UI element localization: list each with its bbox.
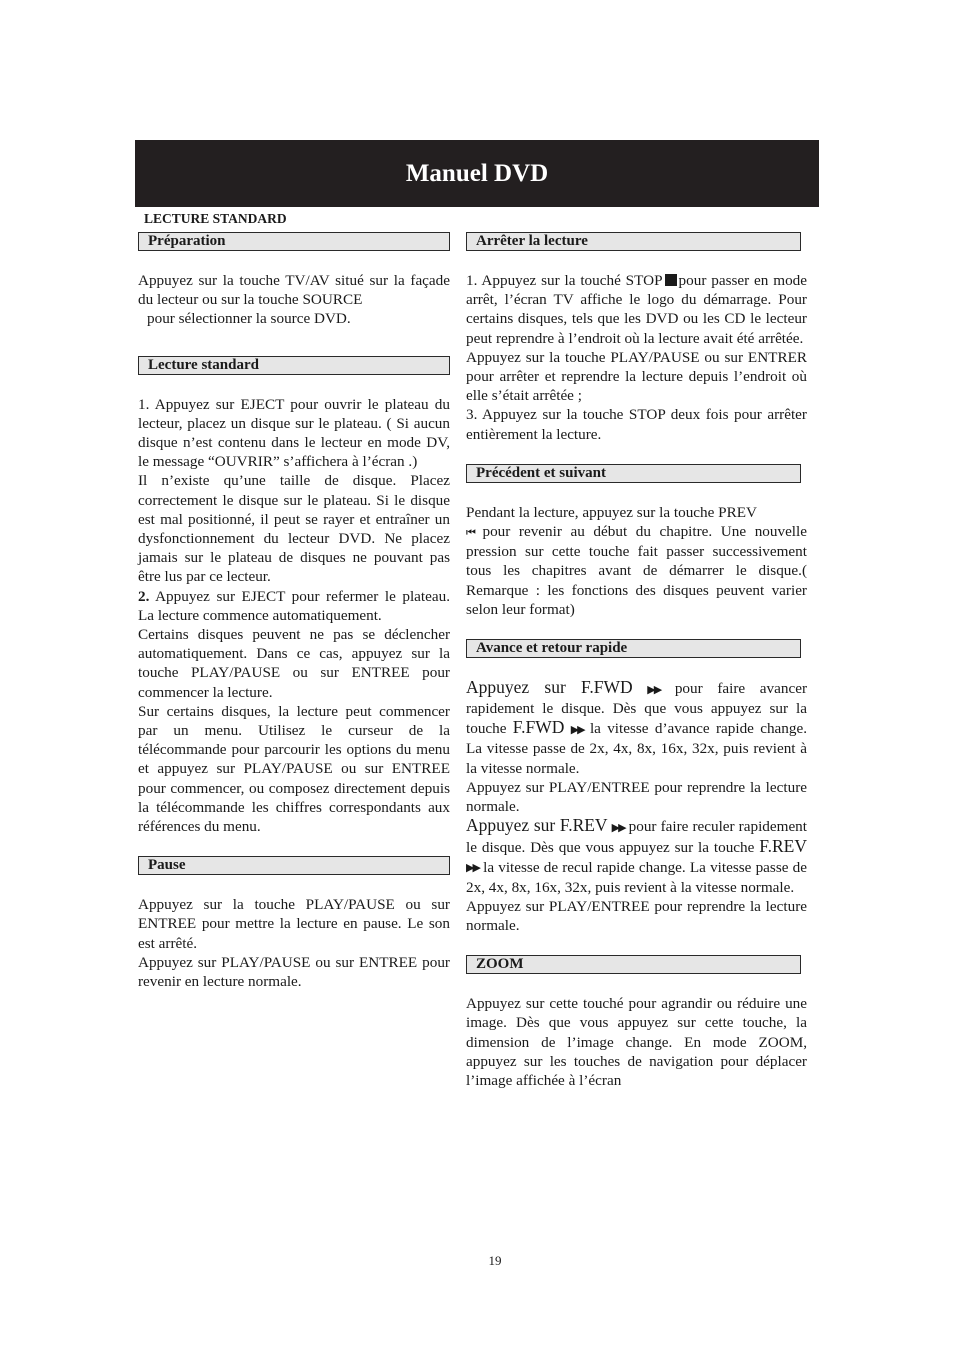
- heading-fast-forward-rewind: Avance et retour rapide: [466, 639, 801, 658]
- stop-p1-b: pour passer en mode arrêt, l’écran TV affiche le logo du démarrage. Pour certains disques, tels que les DVD ou les CD le lecteur peut reprendre à l’endroit où la lecture avait été arrêtée.: [466, 272, 807, 347]
- fast-forward-icon: ▶▶: [647, 682, 661, 696]
- prevnext-p1: [466, 503, 807, 619]
- section-subhead: LECTURE STANDARD: [144, 211, 287, 226]
- rev-c: la vitesse de recul rapide change. La vitesse passe de 2x, 4x, 8x, 16x, 32x, puis revient à la vitesse normale.: [466, 858, 807, 896]
- heading-preparation: Préparation: [138, 232, 450, 251]
- fwd-b: pour faire avancer rapidement le disque. Dès que vous appuyez sur la touche: [466, 679, 807, 738]
- fwd-text: [466, 678, 807, 778]
- standard-p3-text: Appuyez sur EJECT pour refermer le plateau. La lecture commence automatiquement.: [138, 587, 450, 624]
- stop-square-icon: [665, 274, 677, 286]
- fast-forward-icon: ▶▶: [466, 861, 479, 875]
- page-number: 19: [488, 1253, 502, 1268]
- stop-p1: [466, 271, 807, 348]
- skip-back-icon: ⏮: [466, 525, 474, 539]
- rev-key: F.REV: [759, 836, 807, 857]
- fwd-a: Appuyez sur F.FWD: [466, 676, 633, 697]
- heading-prev-next: Précédent et suivant: [466, 464, 801, 483]
- standard-p3: [138, 587, 450, 625]
- left-column: [138, 232, 450, 991]
- fwd-key: F.FWD: [512, 717, 565, 738]
- fwd-c: la vitesse d’avance rapide change. La vitesse passe de 2x, 4x, 8x, 16x, 32x, puis revient à la vitesse normale.: [466, 720, 808, 777]
- heading-pause: Pause: [138, 856, 450, 875]
- heading-stop: Arrêter la lecture: [466, 232, 801, 251]
- prep-text: [138, 271, 450, 329]
- pause-p1: Appuyez sur la touche PLAY/PAUSE ou sur ENTREE pour mettre la lecture en pause. Le son est arrêté.: [138, 896, 450, 952]
- prevnext-p1-b: pour revenir au début du chapitre. Une nouvelle pression sur cette touche fait passer successivement tous les chapitres avant de démarrer le disque.( Remarque : les fonctions des disques peuvent varier selon leur format): [466, 523, 807, 618]
- standard-p2: Il n’existe qu’une taille de disque. Placez correctement le disque sur le plateau. Si le disque est mal positionné, il peut se rayer et entraîner un dysfonctionnement du lecteur DVD. Ne placez jamais sur le plateau de disques ne pouvant pas être lus par ce lecteur.: [138, 472, 450, 586]
- prep-text-2: pour sélectionner la source DVD.: [147, 310, 351, 328]
- standard-p5: Sur certains disques, la lecture peut commencer par un menu. Utilisez le curseur de la télécommande pour parcourir les options du menu et appuyez sur PLAY/PAUSE ou sur ENTREE pour commencer, ou composez directement depuis la télécommande les chiffres correspondants aux références du menu.: [138, 702, 450, 836]
- rev-a: Appuyez sur F.REV: [466, 815, 608, 836]
- standard-p4: Certains disques peuvent ne pas se déclencher automatiquement. Dans ce cas, appuyez sur la touche PLAY/PAUSE ou sur ENTREE pour commencer la lecture.: [138, 626, 450, 701]
- stop-p1-a: 1. Appuyez sur la touché STOP: [466, 272, 663, 289]
- title-banner: [135, 140, 819, 207]
- rev-b: pour faire reculer rapidement le disque. Dès que vous appuyez sur la touche: [466, 818, 807, 857]
- heading-zoom: ZOOM: [466, 955, 801, 974]
- rev-text: [466, 816, 807, 897]
- standard-p1: 1. Appuyez sur EJECT pour ouvrir le plateau du lecteur, placez un disque sur le plateau. ( Si aucun disque n’est contenu dans le lecteur en mode DV, le message “OUVRIR” s’affichera à l’écran .): [138, 395, 450, 471]
- prevnext-p1-a: Pendant la lecture, appuyez sur la touche PREV: [466, 503, 758, 521]
- fast-forward-icon: ▶▶: [611, 821, 625, 835]
- stop-p2: Appuyez sur la touche PLAY/PAUSE ou sur ENTRER pour arrêter et reprendre la lecture depuis l’endroit où elle s’était arrêtée ;: [466, 348, 807, 405]
- right-column: [466, 232, 807, 1090]
- prep-text-1: Appuyez sur la touche TV/AV situé sur la façade du lecteur ou sur la touche SOURCE: [138, 272, 450, 309]
- zoom-p1: Appuyez sur cette touché pour agrandir ou réduire une image. Dès que vous appuyez sur cette touche, la dimension de l’image change. En mode ZOOM, appuyez sur les touches de navigation pour déplacer l’image affichée à l’écran: [466, 995, 807, 1090]
- page-title: Manuel DVD: [405, 159, 549, 187]
- pause-p2: Appuyez sur PLAY/PAUSE ou sur ENTREE pour revenir en lecture normale.: [138, 953, 450, 991]
- heading-lecture-standard: Lecture standard: [138, 356, 450, 375]
- fast-forward-icon: ▶▶: [570, 723, 584, 737]
- fwd-resume: Appuyez sur PLAY/ENTREE pour reprendre la lecture normale.: [466, 778, 807, 815]
- rev-resume: Appuyez sur PLAY/ENTREE pour reprendre la lecture normale.: [466, 897, 807, 935]
- stop-p3: 3. Appuyez sur la touche STOP deux fois pour arrêter entièrement la lecture.: [466, 406, 807, 443]
- step-number: 2.: [138, 587, 150, 605]
